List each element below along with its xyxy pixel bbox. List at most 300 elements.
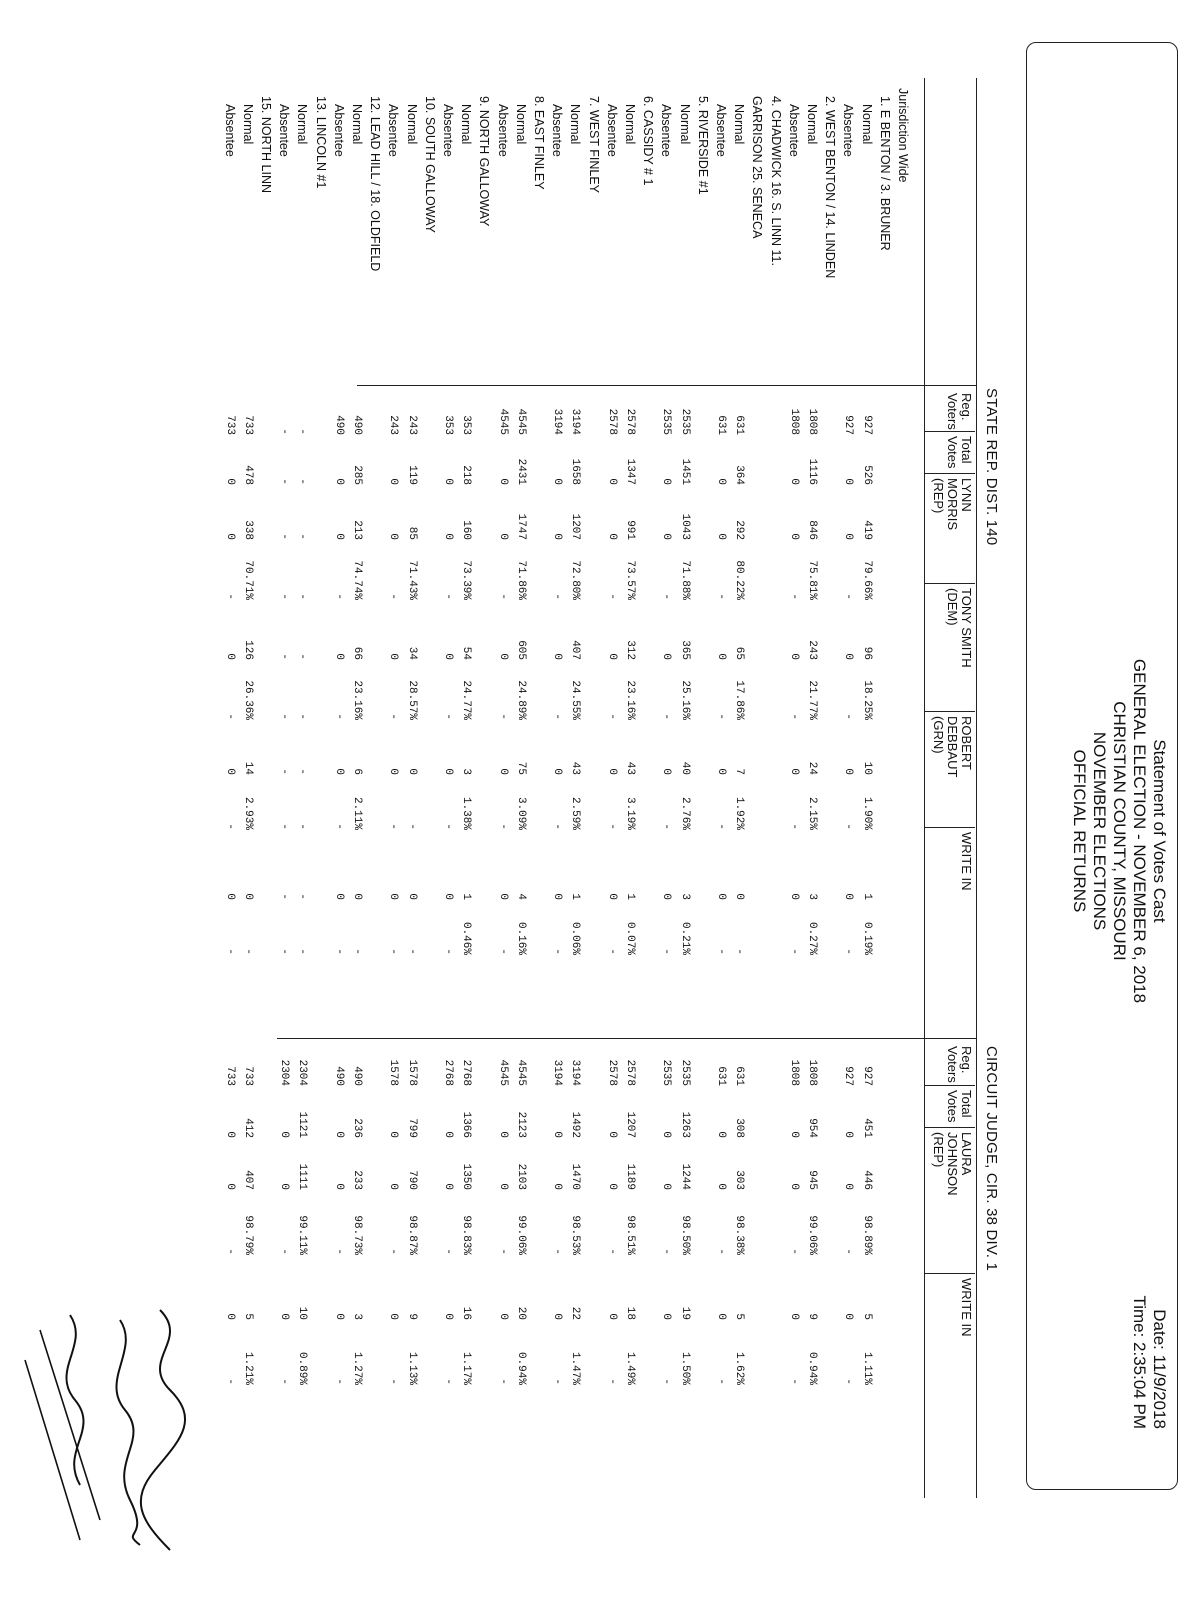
race2-cell: 631	[715, 1066, 727, 1086]
race1-cell: 80.22%	[733, 560, 746, 600]
race1-cell: 2578	[624, 408, 636, 435]
race2-cell: 1808	[806, 1059, 818, 1086]
race2-cell: 0	[442, 1313, 454, 1320]
race1-cell: 0	[787, 768, 800, 775]
race1-col-header-1-line1: Total	[959, 436, 974, 464]
race1-cell: 24	[806, 761, 818, 775]
race1-cell: 0.16%	[514, 921, 527, 955]
jurisdiction-label: 9. NORTH GALLOWAY	[477, 96, 492, 227]
race1-cell: 2.76%	[678, 796, 691, 830]
race1-cell: -	[278, 653, 291, 660]
race1-cell: 243	[387, 415, 400, 435]
race1-cell: 2.59%	[569, 796, 582, 830]
race1-cell: 365	[678, 640, 691, 660]
race1-cell: -	[223, 823, 236, 830]
race2-cell: 0.94%	[514, 1351, 527, 1385]
race1-cell: 0	[387, 653, 400, 660]
race1-cell: 927	[842, 415, 855, 435]
race1-cell: 24.55%	[569, 680, 582, 720]
race2-cell: 0	[787, 1131, 800, 1138]
race1-cell: 23.16%	[624, 680, 636, 720]
race1-cell: 0	[551, 893, 564, 900]
race2-cell: 451	[860, 1118, 873, 1138]
race1-cell: 17.86%	[733, 680, 746, 720]
race2-cell: -	[551, 1378, 564, 1385]
race2-cell: 0	[496, 1131, 509, 1138]
race1-cell: 1	[460, 893, 473, 900]
race2-cell: 5	[241, 1313, 254, 1320]
jurisdiction-label: Normal	[859, 104, 874, 145]
race1-cell: 26.36%	[241, 680, 254, 720]
jurisdiction-label: 2. WEST BENTON / 14. LINDEN	[823, 96, 838, 279]
race2-cell: 0	[332, 1131, 345, 1138]
jurisdiction-label: Normal	[459, 104, 474, 145]
race2-cell: 0	[660, 1183, 673, 1190]
race1-cell: -	[715, 713, 727, 720]
race1-cell: 353	[460, 415, 473, 435]
race2-cell: 1.47%	[569, 1351, 582, 1385]
race2-cell: 733	[223, 1066, 236, 1086]
race2-cell: 308	[733, 1118, 746, 1138]
race2-cell: 0	[332, 1183, 345, 1190]
race2-cell: -	[842, 1378, 855, 1385]
race1-cell: -	[442, 948, 454, 955]
race1-cell: -	[660, 823, 673, 830]
race2-cell: 1263	[678, 1111, 691, 1138]
race1-cell: 478	[241, 465, 254, 485]
race2-cell: 22	[569, 1306, 582, 1320]
race2-cell: 9	[405, 1313, 418, 1320]
race1-cell: 1808	[806, 408, 818, 435]
race2-cell: 0	[332, 1313, 345, 1320]
race2-cell: -	[787, 1248, 800, 1255]
race1-cell: -	[442, 823, 454, 830]
race2-cell: 5	[733, 1313, 746, 1320]
race2-cell: 927	[860, 1066, 873, 1086]
race1-cell: -	[605, 823, 618, 830]
race1-cell: 7	[733, 768, 746, 775]
race1-cell: 0	[332, 653, 345, 660]
race2-cell: -	[332, 1248, 345, 1255]
race1-cell: -	[387, 823, 400, 830]
race1-cell: 0	[842, 768, 855, 775]
race1-cell: 6	[351, 768, 363, 775]
race2-cell: 0.89%	[296, 1351, 309, 1385]
race1-cell: 733	[241, 415, 254, 435]
race1-cell: 0	[223, 478, 236, 485]
race1-cell: 1043	[678, 513, 691, 540]
race1-cell: 0	[332, 893, 345, 900]
jurisdiction-label: Normal	[677, 104, 692, 145]
race2-cell: -	[442, 1378, 454, 1385]
race1-cell: 0	[223, 893, 236, 900]
race1-cell: -	[605, 593, 618, 600]
race1-cell: -	[442, 593, 454, 600]
race2-cell: 0	[605, 1313, 618, 1320]
race1-cell: 0	[842, 533, 855, 540]
race1-cell: 0	[715, 653, 727, 660]
race1-cell: 0.07%	[624, 921, 636, 955]
race1-cell: -	[405, 948, 418, 955]
race2-cell: 98.51%	[624, 1215, 636, 1255]
race2-cell: 0	[605, 1131, 618, 1138]
race1-cell: -	[551, 713, 564, 720]
race1-cell: 24.77%	[460, 680, 473, 720]
race1-cell: 71.86%	[514, 560, 527, 600]
race1-cell: -	[296, 593, 309, 600]
race1-cell: -	[296, 893, 309, 900]
race2-col-header-1-line2: Votes	[945, 1090, 960, 1123]
label-divider	[357, 385, 977, 386]
race2-cell: -	[442, 1248, 454, 1255]
jurisdiction-label: Jurisdiction Wide	[896, 88, 910, 183]
race2-cell: -	[660, 1248, 673, 1255]
race1-cell: 0	[605, 478, 618, 485]
race1-cell: 0	[332, 768, 345, 775]
race2-cell: -	[496, 1248, 509, 1255]
race1-cell: -	[223, 713, 236, 720]
race1-cell: 490	[332, 415, 345, 435]
race1-col-header-2-line2: MORRIS	[945, 478, 960, 530]
race2-cell: 1366	[460, 1111, 473, 1138]
race1-cell: 96	[860, 646, 873, 660]
race1-cell: 0	[842, 893, 855, 900]
race1-cell: 0	[442, 893, 454, 900]
elections-subtitle: NOVEMBER ELECTIONS	[1090, 731, 1109, 931]
race1-cell: 0	[405, 893, 418, 900]
race1-cell: -	[332, 823, 345, 830]
jurisdiction-label: GARRISON 25. SENECA	[750, 96, 765, 239]
race2-col-header-2-line1: LAURA	[959, 1132, 974, 1176]
race2-cell: 790	[405, 1170, 418, 1190]
race1-cell: 312	[624, 640, 636, 660]
race2-cell: 0	[842, 1183, 855, 1190]
race2-cell: 1244	[678, 1163, 691, 1190]
race2-cell: 0	[223, 1313, 236, 1320]
race2-cell: -	[605, 1378, 618, 1385]
race2-cell: 0	[278, 1313, 291, 1320]
jurisdiction-label: 7. WEST FINLEY	[586, 96, 601, 194]
jurisdiction-label: Normal	[240, 104, 255, 145]
race1-cell: 407	[569, 640, 582, 660]
race1-cell: -	[332, 713, 345, 720]
race2-cell: 0	[660, 1313, 673, 1320]
race2-cell: 1.50%	[678, 1351, 691, 1385]
race1-col-header-4-line1: ROBERT	[959, 716, 974, 770]
race1-cell: 1747	[514, 513, 527, 540]
race2-cell: 0	[387, 1131, 400, 1138]
race2-cell: 98.53%	[569, 1215, 582, 1255]
race2-cell: -	[387, 1378, 400, 1385]
race2-cell: 303	[733, 1170, 746, 1190]
race1-cell: 490	[351, 415, 363, 435]
race2-cell: -	[223, 1248, 236, 1255]
race1-cell: 0	[660, 653, 673, 660]
race1-cell: 733	[223, 415, 236, 435]
race1-cell: -	[842, 593, 855, 600]
race1-cell: 243	[806, 640, 818, 660]
race2-cell: 4545	[514, 1059, 527, 1086]
race1-cell: 34	[405, 646, 418, 660]
race1-cell: 2535	[660, 408, 673, 435]
race2-cell: 0	[496, 1313, 509, 1320]
race1-cell: 991	[624, 520, 636, 540]
race2-cell: 799	[405, 1118, 418, 1138]
race1-cell: -	[278, 593, 291, 600]
jurisdiction-label: Absentee	[714, 104, 728, 157]
race1-cell: -	[715, 948, 727, 955]
race1-cell: 2.11%	[351, 796, 363, 830]
race1-cell: -	[241, 948, 254, 955]
race2-cell: -	[551, 1248, 564, 1255]
race2-cell: 0.94%	[806, 1351, 818, 1385]
race1-cell: 0	[223, 768, 236, 775]
jurisdiction-label: Normal	[295, 104, 310, 145]
jurisdiction-label: 6. CASSIDY # 1	[641, 96, 656, 186]
race2-cell: 5	[860, 1313, 873, 1320]
race1-cell: 79.66%	[860, 560, 873, 600]
race2-cell: 98.83%	[460, 1215, 473, 1255]
race1-cell: -	[496, 948, 509, 955]
race1-cell: 1207	[569, 513, 582, 540]
race2-cell: 0	[442, 1131, 454, 1138]
race2-cell: 1578	[405, 1059, 418, 1086]
race1-cell: 0.21%	[678, 921, 691, 955]
race1-cell: 3194	[569, 408, 582, 435]
race1-cell: 43	[624, 761, 636, 775]
race2-cell: 0	[223, 1131, 236, 1138]
race1-cell: 0	[332, 533, 345, 540]
race1-cell: -	[278, 533, 291, 540]
race1-cell: 0	[332, 478, 345, 485]
race2-cell: 2768	[442, 1059, 454, 1086]
race1-cell: -	[296, 428, 309, 435]
race1-cell: 0	[496, 478, 509, 485]
race1-cell: 0	[605, 533, 618, 540]
race1-cell: 4545	[496, 408, 509, 435]
race1-cell: 218	[460, 465, 473, 485]
race1-cell: -	[787, 948, 800, 955]
jurisdiction-label: 13. LINCOLN #1	[313, 96, 328, 189]
jurisdiction-label: Normal	[350, 104, 364, 145]
race1-cell: 353	[442, 415, 454, 435]
race1-cell: -	[787, 823, 800, 830]
race1-cell: 213	[351, 520, 363, 540]
race1-cell: -	[296, 533, 309, 540]
jurisdiction-label: Normal	[623, 104, 637, 145]
race2-cell: 1.13%	[405, 1351, 418, 1385]
race1-cell: 0	[787, 893, 800, 900]
race1-cell: 2431	[514, 458, 527, 485]
race2-cell: 0	[660, 1131, 673, 1138]
race1-col-header-0-line1: Reg.	[959, 393, 974, 421]
jurisdiction-label: Absentee	[841, 104, 856, 157]
jurisdiction-label: 1. E BENTON / 3. BRUNER	[877, 96, 892, 251]
race1-cell: 40	[678, 761, 691, 775]
race1-cell: 0	[842, 653, 855, 660]
race1-cell: -	[387, 713, 400, 720]
race2-cell: 0	[842, 1313, 855, 1320]
race2-cell: 1.17%	[460, 1351, 473, 1385]
race1-title: STATE REP. DIST. 140	[983, 388, 1000, 546]
race1-cell: 0	[715, 533, 727, 540]
race1-cell: -	[296, 478, 309, 485]
race1-cell: -	[660, 948, 673, 955]
jurisdiction-label: 8. EAST FINLEY	[532, 96, 546, 190]
jurisdiction-label: Normal	[805, 104, 819, 145]
race1-cell: 23.16%	[351, 680, 363, 720]
jurisdiction-label: Absentee	[495, 104, 510, 157]
race1-cell: 65	[733, 646, 746, 660]
race2-cell: 1470	[569, 1163, 582, 1190]
race1-cell: 70.71%	[241, 560, 254, 600]
race1-cell: -	[551, 593, 564, 600]
race2-cell: 733	[241, 1066, 254, 1086]
race2-cell: 233	[351, 1170, 363, 1190]
race1-cell: 0	[223, 533, 236, 540]
race2-cell: 1578	[387, 1059, 400, 1086]
race2-cell: 16	[460, 1306, 473, 1320]
race2-cell: 98.79%	[241, 1215, 254, 1255]
race1-cell: 2578	[605, 408, 618, 435]
race2-cell: 0	[551, 1183, 564, 1190]
race1-cell: 73.57%	[624, 560, 636, 600]
race1-cell: -	[660, 713, 673, 720]
race2-cell: -	[387, 1248, 400, 1255]
race2-cell: 10	[296, 1306, 309, 1320]
race2-cell: 1111	[296, 1163, 309, 1190]
race2-cell: 98.87%	[405, 1215, 418, 1255]
race2-cell: 99.06%	[806, 1215, 818, 1255]
header-box	[1026, 42, 1178, 1490]
race2-cell: 2578	[624, 1059, 636, 1086]
race2-cell: 98.38%	[733, 1215, 746, 1255]
race2-cell: 4545	[496, 1059, 509, 1086]
jurisdiction-label: 10. SOUTH GALLOWAY	[422, 96, 437, 233]
race2-cell: 0	[496, 1183, 509, 1190]
race2-col-header-2-line3: (REP)	[931, 1132, 946, 1168]
race1-cell: 1.38%	[460, 796, 473, 830]
race2-cell: 19	[678, 1306, 691, 1320]
race1-cell: -	[787, 713, 800, 720]
race2-cell: 490	[351, 1066, 363, 1086]
race2-cell: 0	[605, 1183, 618, 1190]
race2-cell: 2768	[460, 1059, 473, 1086]
race2-cell: 98.73%	[351, 1215, 363, 1255]
race1-cell: 2.15%	[806, 796, 818, 830]
header-top-line	[976, 78, 977, 1498]
race1-cell: 1347	[624, 458, 636, 485]
race1-cell: 0	[442, 768, 454, 775]
race1-col-header-0-line2: Voters	[945, 393, 960, 430]
race2-cell: 0	[387, 1313, 400, 1320]
race1-cell: 0	[715, 893, 727, 900]
race2-cell: 3194	[551, 1059, 564, 1086]
race2-cell: 490	[332, 1066, 345, 1086]
race2-cell: 9	[806, 1313, 818, 1320]
jurisdiction-label: Normal	[404, 104, 419, 145]
race2-cell: 2535	[660, 1059, 673, 1086]
race2-col-sep-1	[925, 1085, 975, 1086]
race1-cell: -	[405, 823, 418, 830]
election-name: GENERAL ELECTION - NOVEMBER 6, 2018	[1130, 658, 1149, 1004]
race2-cell: 1.11%	[860, 1351, 873, 1385]
race2-cell: 20	[514, 1306, 527, 1320]
race1-cell: 71.43%	[405, 560, 418, 600]
race1-col-sep-2	[925, 473, 975, 474]
race2-cell: -	[278, 1248, 291, 1255]
race1-cell: 0	[442, 653, 454, 660]
race2-cell: 1.62%	[733, 1351, 746, 1385]
race1-cell: 285	[351, 465, 363, 485]
race2-cell: 98.89%	[860, 1215, 873, 1255]
race2-cell: 0	[442, 1183, 454, 1190]
race1-cell: 243	[405, 415, 418, 435]
race1-cell: 0	[787, 478, 800, 485]
race1-cell: -	[660, 593, 673, 600]
jurisdiction-label: Normal	[732, 104, 747, 145]
race2-cell: 3194	[569, 1059, 582, 1086]
race1-cell: 0	[223, 653, 236, 660]
race1-cell: 0	[605, 893, 618, 900]
race2-cell: 18	[624, 1306, 636, 1320]
race1-cell: -	[296, 653, 309, 660]
race1-cell: -	[496, 713, 509, 720]
race2-cell: 945	[806, 1170, 818, 1190]
jurisdiction-label: Absentee	[222, 104, 237, 157]
race2-col-header-3-line1: WRITE IN	[959, 1278, 974, 1337]
jurisdiction-label: Absentee	[550, 104, 565, 157]
race1-cell: -	[605, 713, 618, 720]
race1-cell: -	[296, 823, 309, 830]
race1-cell: 119	[405, 465, 418, 485]
race1-cell: 846	[806, 520, 818, 540]
race1-cell: 0	[715, 478, 727, 485]
race1-cell: 4545	[514, 408, 527, 435]
race1-cell: 0	[387, 893, 400, 900]
race1-cell: -	[387, 948, 400, 955]
county-name: CHRISTIAN COUNTY, MISSOURI	[1110, 701, 1129, 961]
report-time: Time: 2:35:04 PM	[1130, 1295, 1149, 1429]
race1-cell: 364	[733, 465, 746, 485]
race1-cell: 3	[678, 893, 691, 900]
race1-cell: 2.93%	[241, 796, 254, 830]
official-signatures	[10, 1300, 200, 1560]
race1-cell: 18.25%	[860, 680, 873, 720]
race1-cell: 0	[387, 768, 400, 775]
race1-cell: -	[278, 768, 291, 775]
race2-cell: 0	[842, 1131, 855, 1138]
race1-col-sep-4	[925, 711, 975, 712]
jurisdiction-label: Absentee	[386, 104, 401, 157]
race1-cell: -	[842, 823, 855, 830]
race2-cell: -	[842, 1248, 855, 1255]
race1-cell: -	[278, 948, 291, 955]
race2-cell: -	[715, 1378, 727, 1385]
race1-cell: 0	[715, 768, 727, 775]
race1-cell: -	[223, 948, 236, 955]
race2-cell: 446	[860, 1170, 873, 1190]
race1-cell: 0	[660, 533, 673, 540]
race2-cell: 99.06%	[514, 1215, 527, 1255]
race1-cell: -	[278, 478, 291, 485]
race2-cell: 0	[278, 1131, 291, 1138]
race1-cell: 1451	[678, 458, 691, 485]
race1-cell: 605	[514, 640, 527, 660]
race1-cell: 160	[460, 520, 473, 540]
jurisdiction-label: 5. RIVERSIDE #1	[695, 96, 710, 195]
race1-cell: 292	[733, 520, 746, 540]
